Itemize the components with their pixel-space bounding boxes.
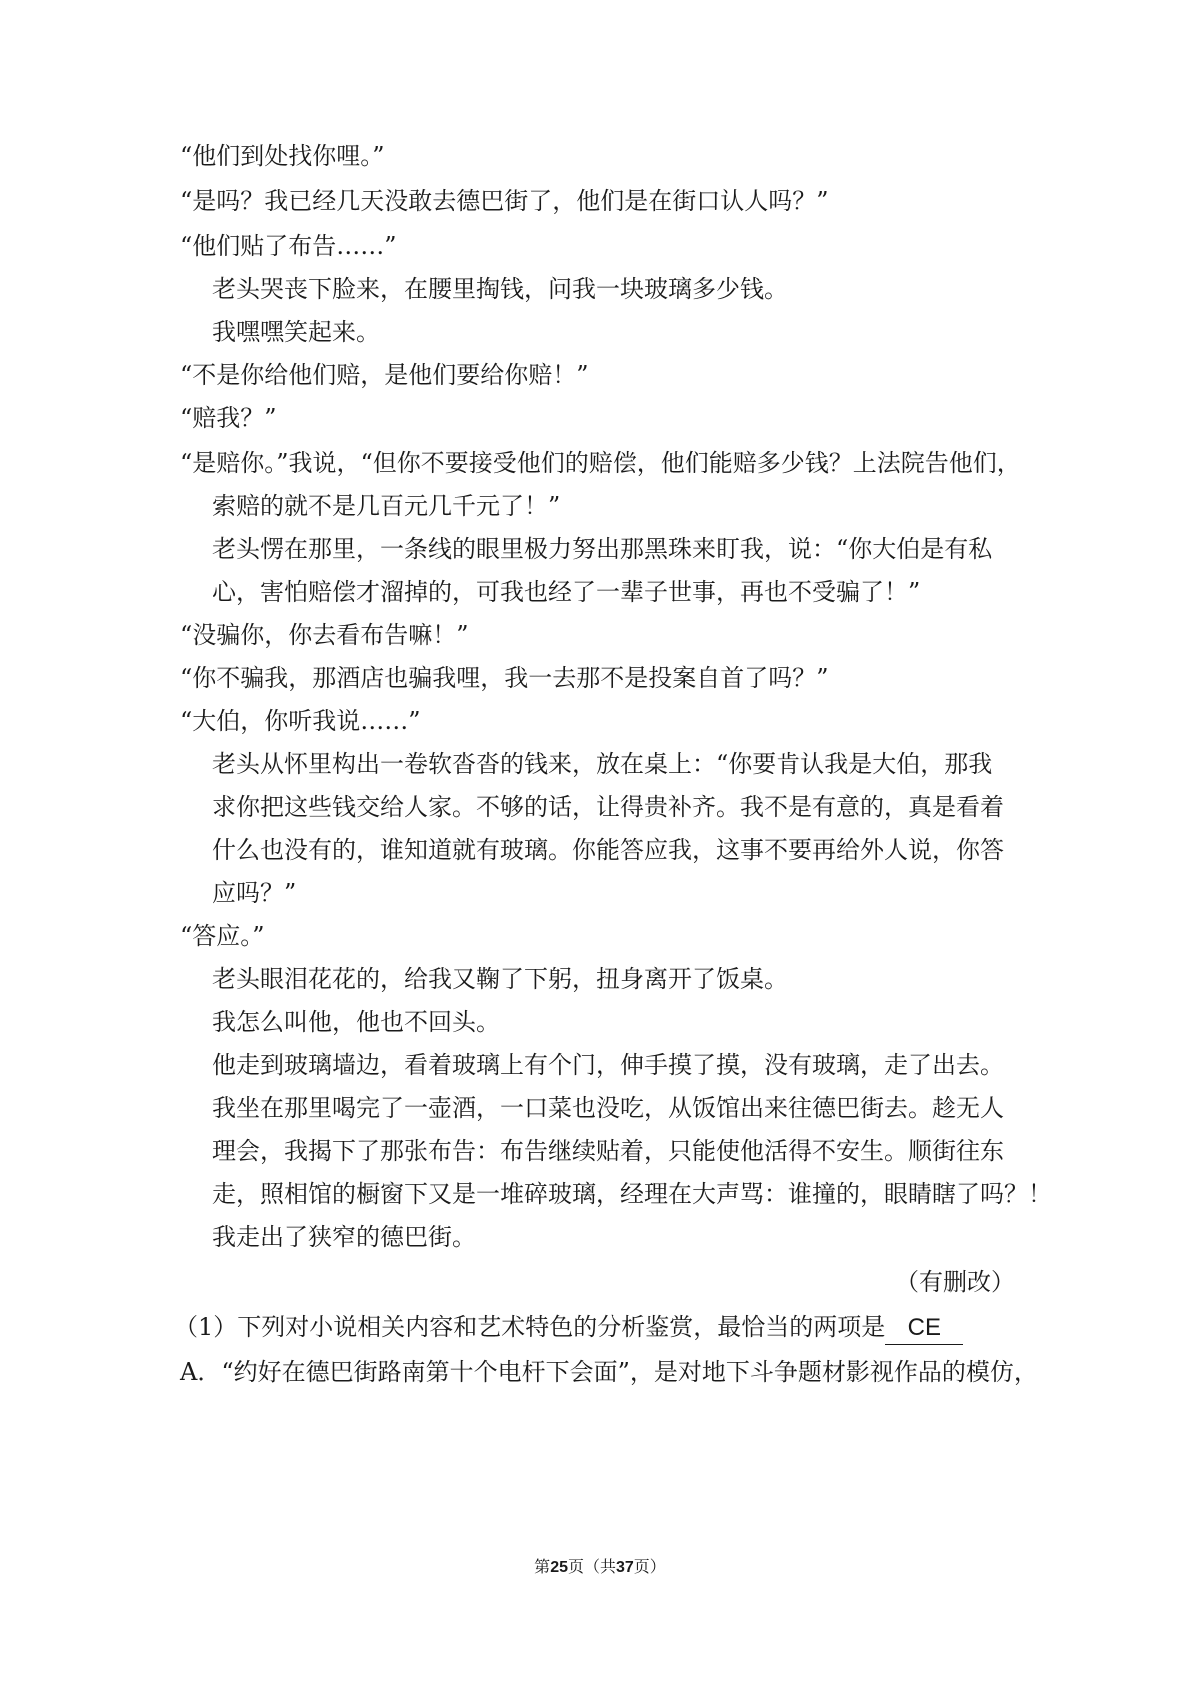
text-line: 心，害怕赔偿才溜掉的，可我也经了一辈子世事，再也不受骗了！”: [212, 578, 921, 606]
text-line: 我怎么叫他，他也不回头。: [212, 1008, 500, 1036]
text-line: 他走到玻璃墙边，看着玻璃上有个门，伸手摸了摸，没有玻璃，走了出去。: [212, 1051, 1004, 1079]
text-line: 什么也没有的，谁知道就有玻璃。你能答应我，这事不要再给外人说，你答: [212, 836, 1004, 864]
text-line: 走，照相馆的橱窗下又是一堆碎玻璃，经理在大声骂：谁撞的，眼睛瞎了吗？！: [212, 1180, 1052, 1208]
text-line: “不是你给他们赔，是他们要给你赔！”: [180, 361, 589, 389]
text-line: “你不骗我，那酒店也骗我哩，我一去那不是投案自首了吗？”: [180, 664, 829, 692]
text-line: 老头哭丧下脸来，在腰里掏钱，问我一块玻璃多少钱。: [212, 275, 788, 303]
option-a: A．“约好在德巴街路南第十个电杆下会面”，是对地下斗争题材影视作品的模仿，: [180, 1358, 1038, 1386]
footer-page-number: 25: [550, 1559, 568, 1576]
text-line: 求你把这些钱交给人家。不够的话，让得贵补齐。我不是有意的，真是看着: [212, 793, 1004, 821]
text-line: “赔我？”: [180, 404, 277, 432]
text-line: 我嘿嘿笑起来。: [212, 318, 380, 346]
text-line: 应吗？”: [212, 879, 297, 907]
footer-suffix: 页）: [633, 1557, 666, 1576]
text-line: “是赔你。”我说，“但你不要接受他们的赔偿，他们能赔多少钱？上法院告他们，: [180, 449, 1021, 477]
text-line: “是吗？我已经几天没敢去德巴街了，他们是在街口认人吗？”: [180, 187, 829, 215]
footer-prefix: 第: [534, 1557, 551, 1576]
question-line: [174, 1311, 963, 1345]
text-line: “大伯，你听我说……”: [180, 707, 421, 735]
text-line: 老头从怀里构出一卷软沓沓的钱来，放在桌上：“你要肯认我是大伯，那我: [212, 750, 993, 778]
footer-total-pages: 37: [616, 1559, 634, 1576]
text-line: 我坐在那里喝完了一壶酒，一口菜也没吃，从饭馆出来往德巴街去。趁无人: [212, 1094, 1004, 1122]
text-line: “他们到处找你哩。”: [180, 142, 385, 170]
text-line: 老头眼泪花花的，给我又鞠了下躬，扭身离开了饭桌。: [212, 965, 788, 993]
text-line: 我走出了狭窄的德巴街。: [212, 1223, 476, 1251]
text-line: “他们贴了布告……”: [180, 232, 397, 260]
source-note: （有删改）: [895, 1268, 1015, 1296]
footer-middle: 页（共: [567, 1557, 616, 1576]
question-text: （1）下列对小说相关内容和艺术特色的分析鉴赏，最恰当的两项是: [174, 1313, 886, 1341]
text-line: “没骗你，你去看布告嘛！”: [180, 621, 469, 649]
text-line: “答应。”: [180, 922, 265, 950]
text-line: 索赔的就不是几百元几千元了！”: [212, 492, 561, 520]
text-line: 理会，我揭下了那张布告：布告继续贴着，只能使他活得不安生。顺街往东: [212, 1137, 1004, 1165]
text-line: 老头愣在那里，一条线的眼里极力努出那黑珠来盯我，说：“你大伯是有私: [212, 535, 993, 563]
page-footer: [0, 1556, 1200, 1579]
answer-blank: CE: [885, 1312, 963, 1345]
